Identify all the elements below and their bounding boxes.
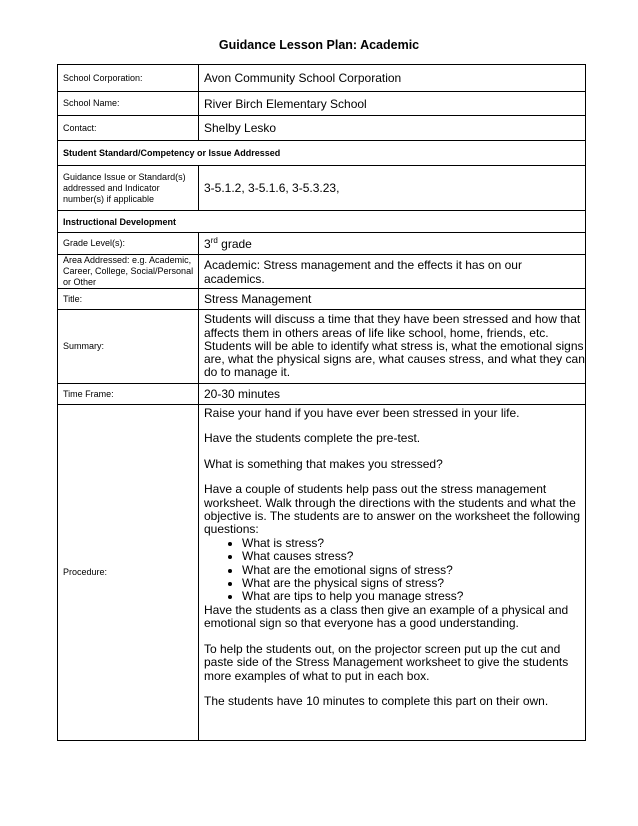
row-summary — [58, 310, 586, 384]
contact-value: Shelby Lesko — [199, 116, 586, 141]
standard-heading: Student Standard/Competency or Issue Addressed — [58, 141, 586, 166]
page-title: Guidance Lesson Plan: Academic — [218, 38, 420, 52]
row-area-addressed — [58, 255, 586, 289]
instructional-heading: Instructional Development — [58, 211, 586, 233]
row-contact — [58, 116, 586, 141]
time-frame-value: 20-30 minutes — [199, 384, 586, 405]
lesson-plan-table — [57, 64, 586, 741]
contact-label: Contact: — [58, 116, 199, 141]
question-item: • What are the emotional signs of stress? — [242, 564, 585, 577]
procedure-label: Procedure: — [58, 405, 199, 741]
school-corporation-label: School Corporation: — [58, 65, 199, 92]
school-corporation-value: Avon Community School Corporation — [199, 65, 586, 92]
summary-value: Students will discuss a time that they have been stressed and how that affects them in others areas of life like school, home, friends, etc. Students will be able to identify what stress is, what the emotional signs are, what the physical signs are, what causes stress, and what they can do to manage it. — [199, 310, 586, 384]
procedure-step: The students have 10 minutes to complete this part on their own. — [204, 693, 549, 708]
guidance-issue-label: Guidance Issue or Standard(s) addressed and Indicator number(s) if applicable — [58, 166, 199, 211]
row-school-corporation — [58, 65, 586, 92]
question-list — [204, 537, 585, 604]
row-school-name — [58, 92, 586, 116]
procedure-step: Raise your hand if you have ever been stressed in your life. — [204, 406, 520, 420]
grade-number: 3 — [204, 236, 211, 251]
row-instructional-heading — [58, 211, 586, 233]
procedure-step: Have the students as a class then give an example of a physical and emotional sign so that everyone has a good understanding. — [204, 602, 569, 631]
procedure-step: Have a couple of students help pass out the stress management worksheet. Walk through the directions with the students and what the objective is. The students are to answer on the worksheet the following questions: — [204, 482, 580, 537]
question-item: • What are tips to help you manage stress? — [242, 590, 585, 603]
grade-level-value — [199, 233, 586, 255]
grade-suffix: rd — [210, 235, 218, 245]
procedure-value — [199, 405, 586, 741]
question-item: • What are the physical signs of stress? — [242, 577, 585, 590]
procedure-step: What is something that makes you stressed? — [204, 456, 443, 471]
row-grade-level — [58, 233, 586, 255]
procedure-step: Have the students complete the pre-test. — [204, 431, 421, 446]
question-item: • What causes stress? — [242, 550, 585, 563]
guidance-issue-value: 3-5.1.2, 3-5.1.6, 3-5.3.23, — [199, 166, 586, 211]
question-item: • What is stress? — [242, 537, 585, 550]
row-standard-heading — [58, 141, 586, 166]
time-frame-label: Time Frame: — [58, 384, 199, 405]
procedure-step: To help the students out, on the projector screen put up the cut and paste side of the Stress Management worksheet to give the students more examples of what to put in each box. — [204, 641, 569, 683]
title-label: Title: — [58, 289, 199, 310]
school-name-label: School Name: — [58, 92, 199, 116]
row-time-frame — [58, 384, 586, 405]
grade-level-label: Grade Level(s): — [58, 233, 199, 255]
summary-label: Summary: — [58, 310, 199, 384]
row-procedure — [58, 405, 586, 741]
grade-word: grade — [217, 236, 252, 251]
area-addressed-value: Academic: Stress management and the effects it has on our academics. — [199, 255, 586, 289]
school-name-value: River Birch Elementary School — [199, 92, 586, 116]
title-value: Stress Management — [199, 289, 586, 310]
area-addressed-label: Area Addressed: e.g. Academic, Career, College, Social/Personal or Other — [58, 255, 199, 289]
row-title — [58, 289, 586, 310]
row-guidance-issue — [58, 166, 586, 211]
